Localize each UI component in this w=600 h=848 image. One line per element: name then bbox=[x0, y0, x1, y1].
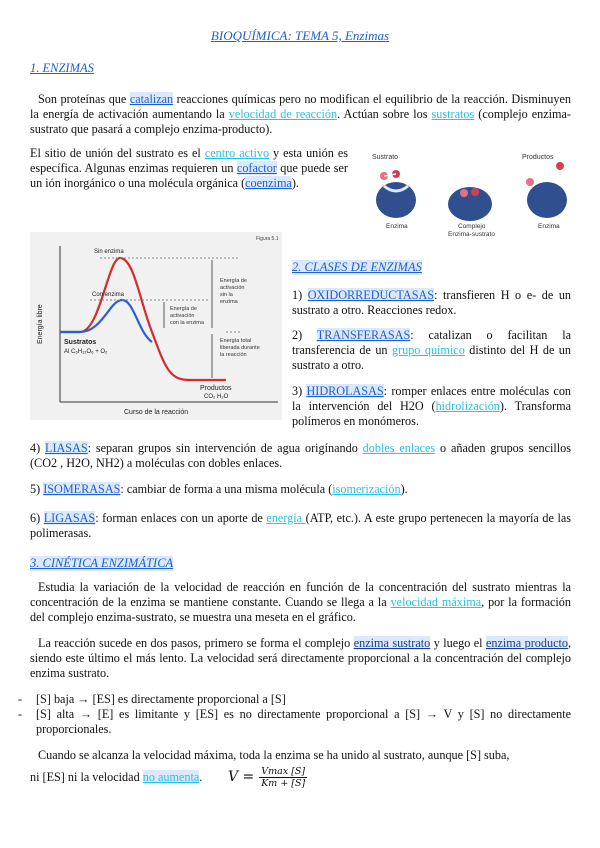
label-ea-sin: Energía de activación sin la enzima bbox=[220, 278, 247, 305]
clase-transferasas: 2) TRANSFERASAS: catalizan o facilitan la transferencia de un grupo químico distinto del H de un sustrato a otro. bbox=[292, 328, 572, 372]
michaelis-menten-equation: V = Vmax [S] Km + [S] bbox=[228, 766, 306, 789]
fig-label-sustrato: Sustrato bbox=[372, 154, 399, 161]
page-title: BIOQUÍMICA: TEMA 5, Enzimas bbox=[210, 28, 390, 43]
fig-caption-complejo-2: Enzima-sustrato bbox=[448, 231, 495, 238]
label-sin-enzima: Sin enzima bbox=[94, 249, 124, 255]
activation-energy-graph bbox=[30, 232, 282, 420]
fig-label-productos: Productos bbox=[522, 154, 554, 161]
enzyme-substrate-figure bbox=[362, 148, 582, 240]
bullet-s-alta: - [S] alta → [E] es limitante y [ES] es no directamente proporcional a [S] → V y [S] no directamente proporcionales. bbox=[18, 707, 571, 736]
label-sustratos: Sustratos bbox=[64, 339, 97, 346]
fig-caption-complejo: Complejo bbox=[458, 223, 486, 230]
link-coenzima: coenzima bbox=[245, 176, 292, 190]
link-centro-activo: centro activo bbox=[204, 146, 270, 160]
section-heading-cinetica: 3. CINÉTICA ENZIMÁTICA bbox=[30, 556, 174, 570]
enzyme-shape-3 bbox=[527, 182, 567, 218]
cinetica-paragraph-2: La reacción sucede en dos pasos, primero se forma el complejo enzima sustrato y luego el enzima producto, siendo este último el más lento. La velocidad será directamente proporcional a la concentración del complejo enzima sustrato. bbox=[30, 636, 572, 680]
active-site-paragraph: El sitio de unión del sustrato es el centro activo y esta unión es específica. Algunas enzimas requieren un cofactor que puede ser un ión inorgánico o una molécula orgánica (coenzima). bbox=[30, 146, 348, 190]
label-productos: Productos bbox=[200, 385, 232, 392]
clase-liasas: 4) LIASAS: separan grupos sin intervención de agua origínando dobles enlaces o añaden grupos sencillos (CO2 , H2O, NH2) a moléculas con dobles enlaces. bbox=[30, 441, 571, 470]
section-heading-clases: 2. CLASES DE ENZIMAS bbox=[292, 260, 422, 274]
label-con-enzima: Con enzima bbox=[92, 292, 125, 298]
clase-isomerasas: 5) ISOMERASAS: cambiar de forma a una misma molécula (isomerización). bbox=[30, 482, 408, 496]
enzyme-shape-1 bbox=[376, 182, 416, 218]
label-sustratos-eq: Al C₆H₁₂O₆ + O₂ bbox=[64, 349, 108, 355]
clase-ligasas: 6) LIGASAS: forman enlaces con un aporte de energía (ATP, etc.). A este grupo pertenecen la mayoría de las polimerasas. bbox=[30, 511, 571, 540]
clase-oxidorreductasas: 1) OXIDORREDUCTASAS: transfieren H o e- de un sustrato a otro. Reacciones redox. bbox=[292, 288, 572, 317]
cinetica-paragraph-3-end: ni [ES] ni la velocidad no aumenta. bbox=[30, 770, 203, 784]
fig-caption-enzima-1: Enzima bbox=[386, 223, 408, 230]
label-ea-con: Energía de activación con la enzima bbox=[170, 306, 204, 326]
bullet-s-baja: - [S] baja → [ES] es directamente proporcional a [S] bbox=[18, 692, 286, 706]
link-sustratos: sustratos bbox=[431, 107, 475, 121]
label-energia-total: Energía total liberada durante la reacción bbox=[220, 338, 260, 358]
intro-paragraph: Son proteínas que catalizan reacciones químicas pero no modifican el equilibrio de la reacción. Disminuyen la energía de activación aumentando la velocidad de reacción. Actúan sobre los sustratos (complejo enzima-sustrato que pasará a complejo enzima-producto). bbox=[30, 92, 571, 136]
label-productos-eq: CO₂ H₂O bbox=[204, 394, 229, 400]
link-cofactor: cofactor bbox=[236, 161, 277, 175]
enzyme-shape-2 bbox=[448, 187, 492, 221]
link-catalizan: catalizan bbox=[129, 92, 174, 106]
curve-con-enzima bbox=[60, 300, 152, 342]
section-heading-enzimas: 1. ENZIMAS bbox=[30, 61, 94, 75]
svg-text:Figura 5.1: Figura 5.1 bbox=[256, 236, 279, 242]
x-axis-label: Curso de la reacción bbox=[124, 409, 189, 416]
link-velocidad-reaccion: velocidad de reacción bbox=[228, 107, 338, 121]
fig-caption-enzima-3: Enzima bbox=[538, 223, 560, 230]
y-axis-label: Energía libre bbox=[37, 304, 44, 344]
curve-sin-enzima bbox=[60, 258, 226, 380]
clase-hidrolasas: 3) HIDROLASAS: romper enlaces entre moléculas con la intervención del H2O (hidrolización). Transforma polímeros en monómeros. bbox=[292, 384, 572, 428]
cinetica-paragraph-1: Estudia la variación de la velocidad de reacción en función de la concentración del sustrato mientras la concentración de la enzima se mantiene constante. Cuando se llega a la velocidad máxima, por la formación del complejo enzima-sustrato, se muestra una meseta en el gráfico. bbox=[30, 580, 571, 624]
cinetica-paragraph-3: Cuando se alcanza la velocidad máxima, toda la enzima se ha unido al sustrato, aunque [S] suba, bbox=[38, 748, 510, 762]
